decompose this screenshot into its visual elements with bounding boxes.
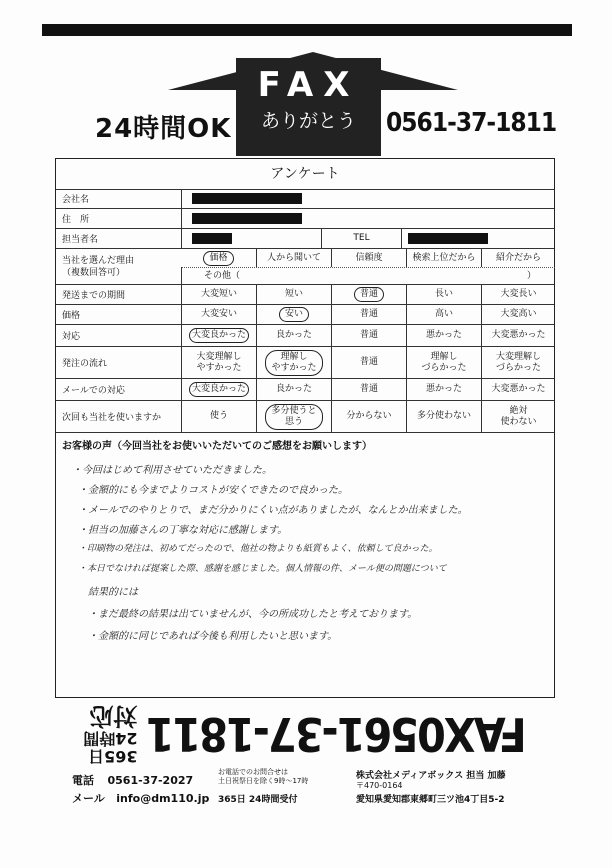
address-field[interactable] xyxy=(181,209,555,228)
reason-option[interactable]: 信頼度 xyxy=(331,249,406,267)
survey-row: 発注の流れ 大変理解し やすかった 理解し やすかった 普通 理解し づらかった 大変理解し づらかった xyxy=(56,347,554,379)
comment-line: ・担当の加藤さんの丁寧な対応に感謝します。 xyxy=(78,525,288,536)
fax-number-top: 0561-37-1811 xyxy=(386,108,557,138)
voice-title: お客様の声（今回当社をお使いいただいてのご感想をお願いします） xyxy=(62,441,372,452)
fax-thanks: ありがとう xyxy=(260,110,356,132)
reason-label: 当社を選んだ理由 （複数回答可） xyxy=(62,255,135,278)
comment-line: ・印刷物の発注は、初めてだったので、他社の物よりも紙質もよく、依頼して良かった。 xyxy=(78,544,438,554)
company-label: 会社名 xyxy=(62,195,90,205)
tel-field[interactable] xyxy=(401,229,555,248)
company-field[interactable] xyxy=(181,189,555,208)
person-field[interactable] xyxy=(181,229,321,248)
comment-line: ・今回はじめて利用させていただきました。 xyxy=(72,465,272,476)
comment-line: ・金額的に同じであれば今後も利用したいと思います。 xyxy=(88,631,338,642)
company-row xyxy=(56,189,554,209)
reason-option[interactable]: 紹介だから xyxy=(481,249,555,267)
reason-row xyxy=(56,249,554,285)
survey-row: 価格 大変安い 安い 普通 高い 大変高い xyxy=(56,305,554,325)
fax-logo xyxy=(236,58,381,156)
redaction xyxy=(408,233,488,244)
footer-service: 365日 24時間受付 xyxy=(218,795,298,805)
survey-row: 対応 大変良かった 良かった 普通 悪かった 大変悪かった xyxy=(56,325,554,347)
redaction xyxy=(192,233,232,244)
footer-company: 株式会社メディアボックス 担当 加藤 xyxy=(356,771,506,781)
comment-line: 結果的には xyxy=(88,587,138,598)
redaction xyxy=(192,213,302,224)
mail-link[interactable]: info@dm110.jp xyxy=(116,792,210,805)
bottom-banner xyxy=(55,704,555,764)
tel-label: TEL xyxy=(321,229,401,248)
redaction xyxy=(192,193,302,204)
fax-word: FAX xyxy=(257,65,360,105)
person-row xyxy=(56,229,554,249)
banner-side: 365日 24時間 対応 xyxy=(83,702,138,766)
address-row xyxy=(56,209,554,229)
hours-label: 24時間OK xyxy=(95,114,232,144)
banner-fax-number: FAX0561-37-1811 xyxy=(147,707,527,761)
reason-option[interactable]: 検索上位だから xyxy=(406,249,481,267)
survey-row: メールでの対応 大変良かった 良かった 普通 悪かった 大変悪かった xyxy=(56,379,554,401)
reason-options xyxy=(181,249,555,268)
reason-option[interactable]: 価格 xyxy=(181,249,256,267)
top-bar xyxy=(42,24,572,36)
footer-note: お電話でのお問合せは 土日祝祭日を除く9時〜17時 xyxy=(218,768,309,785)
footer-mail: メール info@dm110.jp xyxy=(72,792,210,805)
footer-address: 愛知県愛知郡東郷町三ツ池4丁目5-2 xyxy=(356,795,505,805)
comment-line: ・メールでのやりとりで、まだ分かりにくい点がありましたが、なんとか出来ました。 xyxy=(78,505,468,516)
footer-phone: 電話 0561-37-2027 xyxy=(72,774,194,787)
comment-line: ・金額的にも今までよりコストが安くできたので良かった。 xyxy=(78,485,348,496)
reason-other[interactable]: その他（ ） xyxy=(181,267,556,285)
comment-line: ・まだ最終の結果は出ていませんが、今の所成功したと考えております。 xyxy=(88,609,418,620)
reason-option[interactable]: 人から聞いて xyxy=(256,249,331,267)
survey-row: 発送までの期間 大変短い 短い 普通 長い 大変長い xyxy=(56,285,554,305)
survey-title: アンケート xyxy=(56,159,554,190)
comment-line: ・本日でなければ提案した際、感謝を感じました。個人情報の件、メール便の問題について xyxy=(78,564,447,574)
person-label: 担当者名 xyxy=(62,235,99,245)
address-label: 住 所 xyxy=(62,215,90,225)
footer-postal: 〒470-0164 xyxy=(356,781,403,790)
survey-form xyxy=(55,158,555,698)
survey-row: 次回も当社を使いますか 使う 多分使うと 思う 分からない 多分使わない 絶対 使わない xyxy=(56,401,554,433)
